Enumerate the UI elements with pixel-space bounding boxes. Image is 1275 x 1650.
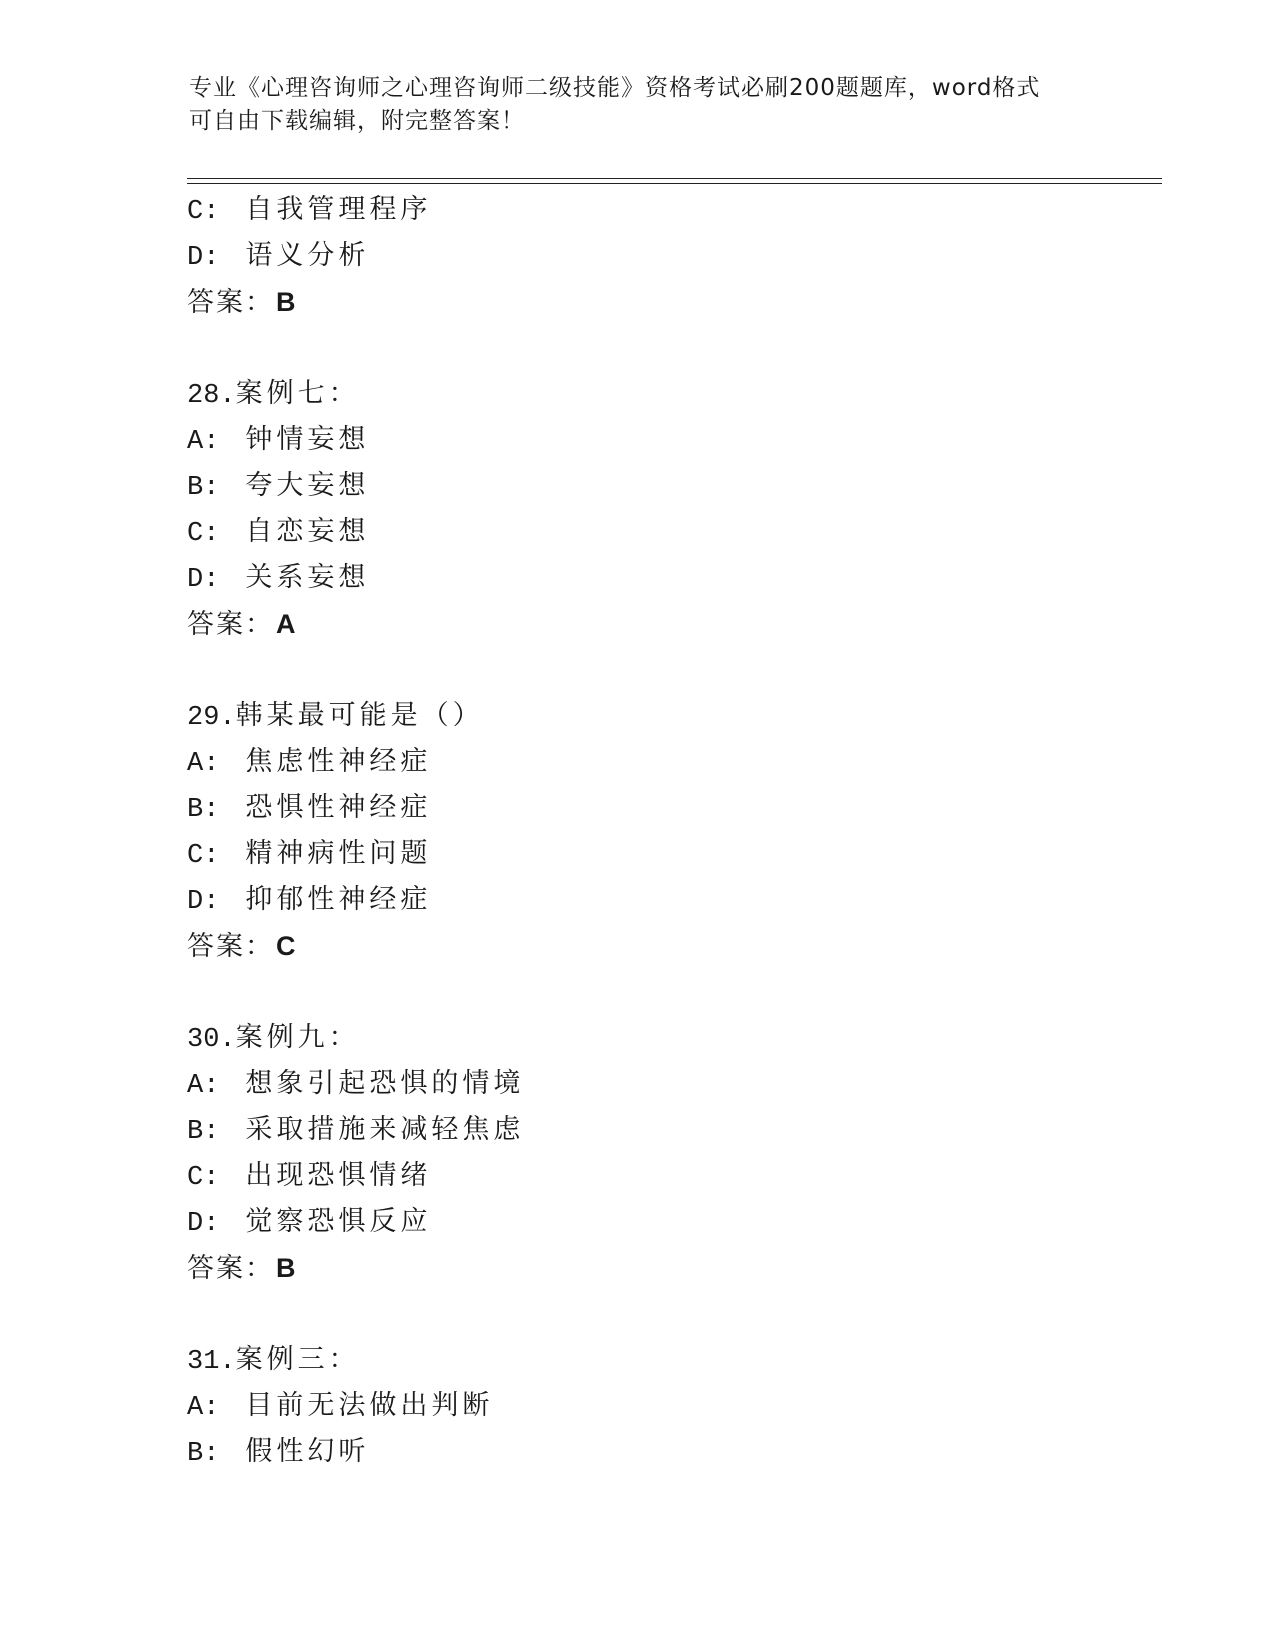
option-line (187, 1199, 1162, 1245)
answer-prefix: 答案： (187, 609, 274, 640)
document-header (189, 72, 1089, 138)
option-line (187, 555, 1162, 601)
option-text: 精神病性问题 (245, 838, 432, 869)
option-label: C: (187, 197, 220, 227)
option-line (187, 1429, 1162, 1475)
answer-line (187, 279, 1162, 325)
question-number: 29. (187, 703, 236, 733)
option-text: 自恋妄想 (245, 516, 370, 547)
option-text: 目前无法做出判断 (245, 1390, 494, 1421)
question-stem (187, 1015, 1162, 1061)
option-line (187, 233, 1162, 279)
option-label: B: (187, 1439, 220, 1469)
option-text: 假性幻听 (245, 1436, 370, 1467)
answer-value: A (276, 609, 296, 639)
header-divider-bottom (187, 183, 1162, 184)
option-label: D: (187, 243, 220, 273)
option-text: 出现恐惧情绪 (245, 1160, 432, 1191)
header-divider-top (187, 178, 1162, 179)
answer-line (187, 1245, 1162, 1291)
option-label: D: (187, 1209, 220, 1239)
option-text: 抑郁性神经症 (245, 884, 432, 915)
option-label: A: (187, 1071, 220, 1101)
option-text: 自我管理程序 (245, 194, 432, 225)
option-text: 想象引起恐惧的情境 (245, 1068, 525, 1099)
option-line (187, 877, 1162, 923)
option-line (187, 739, 1162, 785)
answer-line (187, 601, 1162, 647)
option-line (187, 785, 1162, 831)
option-line (187, 1153, 1162, 1199)
question-number: 30. (187, 1025, 236, 1055)
question-list (187, 187, 1162, 1475)
answer-value: C (276, 931, 296, 961)
option-label: B: (187, 1117, 220, 1147)
answer-line (187, 923, 1162, 969)
option-text: 语义分析 (245, 240, 370, 271)
option-label: A: (187, 1393, 220, 1423)
option-line (187, 417, 1162, 463)
header-title-line-1: 专业《心理咨询师之心理咨询师二级技能》资格考试必刷200题题库，word格式 (189, 75, 1041, 101)
option-text: 恐惧性神经症 (245, 792, 432, 823)
question-stem (187, 371, 1162, 417)
question-text: 案例三： (235, 1344, 360, 1375)
option-label: D: (187, 887, 220, 917)
question-text: 案例九： (235, 1022, 360, 1053)
question-number: 28. (187, 381, 236, 411)
option-line (187, 831, 1162, 877)
option-line (187, 463, 1162, 509)
option-label: B: (187, 795, 220, 825)
option-line (187, 1061, 1162, 1107)
option-line (187, 1107, 1162, 1153)
answer-prefix: 答案： (187, 287, 274, 318)
option-label: C: (187, 519, 220, 549)
question-number: 31. (187, 1347, 236, 1377)
option-label: C: (187, 841, 220, 871)
header-title-line-2: 可自由下载编辑，附完整答案！ (189, 108, 525, 134)
option-line (187, 509, 1162, 555)
question-text: 案例七： (235, 378, 360, 409)
option-line (187, 187, 1162, 233)
question-stem (187, 693, 1162, 739)
answer-value: B (276, 287, 296, 317)
option-line (187, 1383, 1162, 1429)
option-text: 夸大妄想 (245, 470, 370, 501)
option-text: 钟情妄想 (245, 424, 370, 455)
answer-prefix: 答案： (187, 931, 274, 962)
option-label: A: (187, 427, 220, 457)
option-text: 焦虑性神经症 (245, 746, 432, 777)
option-label: D: (187, 565, 220, 595)
option-text: 采取措施来减轻焦虑 (245, 1114, 525, 1145)
option-text: 觉察恐惧反应 (245, 1206, 432, 1237)
option-text: 关系妄想 (245, 562, 370, 593)
option-label: B: (187, 473, 220, 503)
option-label: A: (187, 749, 220, 779)
question-text: 韩某最可能是（） (235, 700, 484, 731)
answer-prefix: 答案： (187, 1253, 274, 1284)
answer-value: B (276, 1253, 296, 1283)
question-stem (187, 1337, 1162, 1383)
option-label: C: (187, 1163, 220, 1193)
